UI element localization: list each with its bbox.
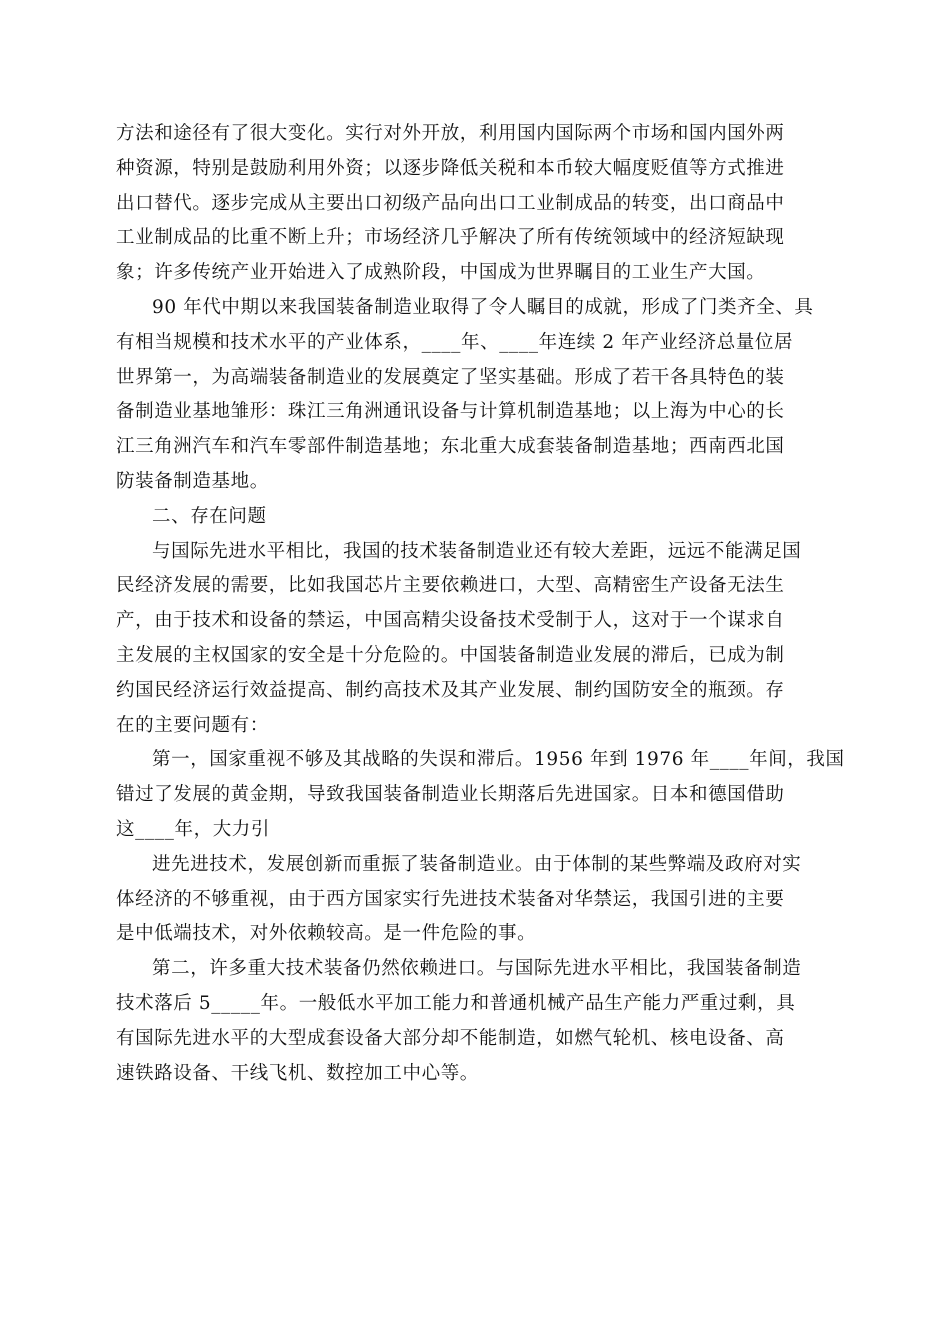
text-line: 民经济发展的需要，比如我国芯片主要依赖进口，大型、高精密生产设备无法生 <box>116 575 785 597</box>
text-line: 出口替代。逐步完成从主要出口初级产品向出口工业制成品的转变，出口商品中 <box>116 192 785 214</box>
text-line: 方法和途径有了很大变化。实行对外开放，利用国内国际两个市场和国内国外两 <box>116 123 785 144</box>
text-line: 与国际先进水平相比，我国的技术装备制造业还有较大差距，远远不能满足国 <box>152 540 802 562</box>
text-line: 防装备制造基地。 <box>116 470 269 492</box>
document-body <box>116 117 845 1091</box>
text-line: 这____年，大力引 <box>116 818 271 840</box>
text-line: 90 年代中期以来我国装备制造业取得了令人瞩目的成就，形成了门类齐全、具 <box>152 296 814 318</box>
text-line: 有国际先进水平的大型成套设备大部分却不能制造，如燃气轮机、核电设备、高 <box>116 1027 785 1049</box>
text-line: 世界第一，为高端装备制造业的发展奠定了坚实基础。形成了若干各具特色的装 <box>116 366 785 388</box>
text-line: 错过了发展的黄金期，导致我国装备制造业长期落后先进国家。日本和德国借助 <box>116 784 785 806</box>
text-line: 第一，国家重视不够及其战略的失误和滞后。1956 年到 1976 年____年间，我国 <box>152 749 845 771</box>
text-line: 约国民经济运行效益提高、制约高技术及其产业发展、制约国防安全的瓶颈。存 <box>116 679 785 701</box>
text-line: 进先进技术，发展创新而重振了装备制造业。由于体制的某些弊端及政府对实 <box>152 853 802 875</box>
text-line: 有相当规模和技术水平的产业体系，____年、____年连续 2 年产业经济总量位居 <box>116 331 794 353</box>
text-line: 江三角洲汽车和汽车零部件制造基地；东北重大成套装备制造基地；西南西北国 <box>116 436 785 458</box>
text-line: 备制造业基地雏形：珠江三角洲通讯设备与计算机制造基地；以上海为中心的长 <box>116 401 785 423</box>
text-line: 技术落后 5_____年。一般低水平加工能力和普通机械产品生产能力严重过剩，具 <box>116 992 796 1014</box>
text-line: 速铁路设备、干线飞机、数控加工中心等。 <box>116 1062 479 1084</box>
text-line: 二、存在问题 <box>152 505 267 527</box>
text-line: 是中低端技术，对外依赖较高。是一件危险的事。 <box>116 923 537 945</box>
text-line: 种资源，特别是鼓励利用外资；以逐步降低关税和本币较大幅度贬值等方式推进 <box>116 157 785 179</box>
text-line: 象；许多传统产业开始进入了成熟阶段，中国成为世界瞩目的工业生产大国。 <box>116 262 766 284</box>
text-line: 体经济的不够重视，由于西方国家实行先进技术装备对华禁运，我国引进的主要 <box>116 888 785 910</box>
text-line: 主发展的主权国家的安全是十分危险的。中国装备制造业发展的滞后，已成为制 <box>116 644 785 666</box>
text-line: 产，由于技术和设备的禁运，中国高精尖设备技术受制于人，这对于一个谋求自 <box>116 610 785 632</box>
text-line: 在的主要问题有： <box>116 714 269 736</box>
text-line: 工业制成品的比重不断上升；市场经济几乎解决了所有传统领域中的经济短缺现 <box>116 227 785 249</box>
text-line: 第二，许多重大技术装备仍然依赖进口。与国际先进水平相比，我国装备制造 <box>152 958 802 980</box>
